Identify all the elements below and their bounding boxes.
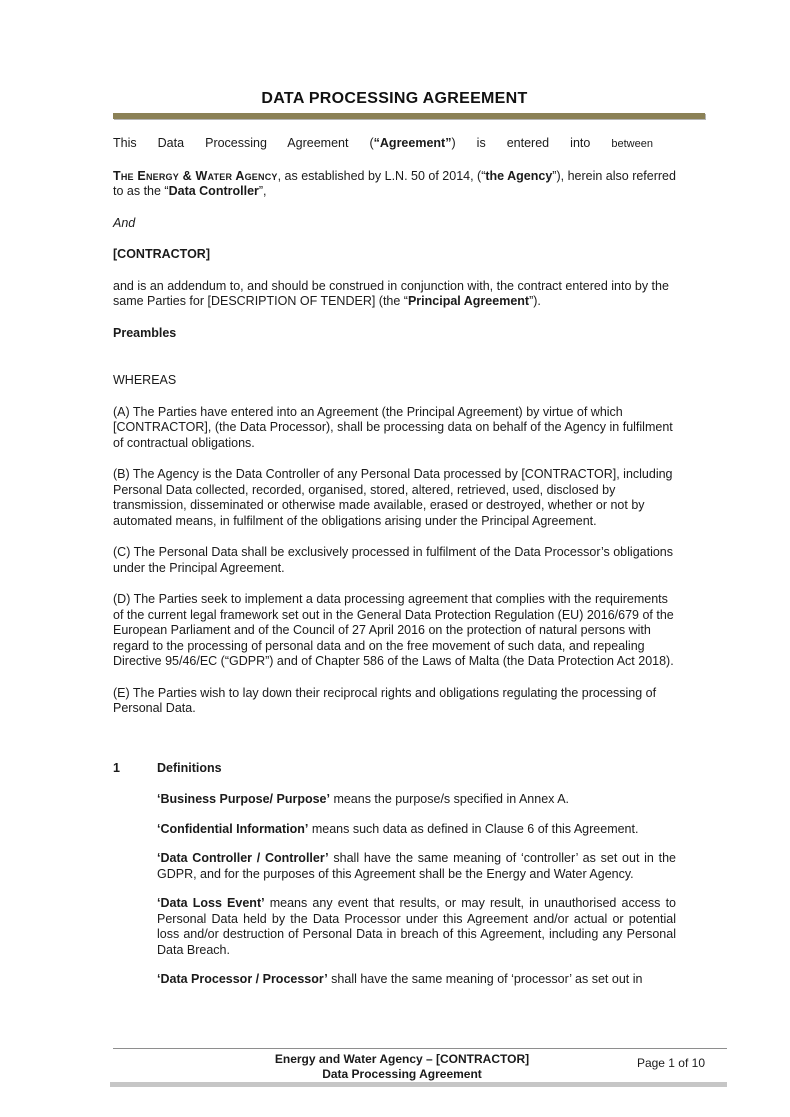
addendum-run-3: ”). [529,294,541,308]
agency-run-the-agency: the Agency [485,168,553,183]
addendum-run-1: and is an addendum to, and should be construed in conjunction with, the contract entered into by the same Parties for [DESCRIPTION OF TENDER] (the “ [113,278,669,308]
footer-page-number: Page 1 of 10 [636,1056,705,1070]
agency-run-data-controller: Data Controller [168,184,259,198]
addendum-run-principal-agreement: Principal Agreement [407,294,530,308]
recital-d: (D) The Parties seek to implement a data processing agreement that complies with the requirements of the current legal framework set out in the General Data Protection Regulation (EU) 2016/679 of the European Parliament and of the Council of 27 April 2016 on the protection of natural persons with regard to the processing of personal data and on the free movement of such data, and repealing Directive 95/46/EC (“GDPR”) and of Chapter 586 of the Laws of Malta (the Data Protection Act 2018). [113,592,674,668]
recital-e: (E) The Parties wish to lay down their reciprocal rights and obligations regulating the processing of Personal Data. [113,685,657,715]
definition-data-processor [157,972,676,988]
intro-run-3: ) is entered into [451,136,591,150]
recital-c: (C) The Personal Data shall be exclusively processed in fulfilment of the Data Processor’s obligations under the Principal Agreement. [113,545,673,575]
agency-run-4: ”), herein also referred to as the “ [113,168,676,198]
definitions-heading [113,761,676,777]
definition-term: ‘Data Processor / Processor’ [157,972,328,986]
recital-a: (A) The Parties have entered into an Agreement (the Principal Agreement) by virtue of which [CONTRACTOR], (the Data Processor), shall be processing data on behalf of the Agency in fulfilment of contractual obligations. [113,404,673,450]
whereas-label: WHEREAS [113,373,177,387]
recital-b: (B) The Agency is the Data Controller of any Personal Data processed by [CONTRACTOR], including Personal Data collected, recorded, organised, stored, altered, retrieved, used, disclosed by transmission, disseminated or otherwise made available, erased or destroyed, whether or not by automated means, in fulfilment of the obligations arising under the Principal Agreement. [113,467,673,528]
footer-line-1: Energy and Water Agency – [CONTRACTOR] [274,1052,530,1066]
title-accent-bar [113,113,705,119]
addendum-paragraph [113,279,676,310]
definition-text: means the purpose/s specified in Annex A. [329,792,570,806]
intro-run-agreement: “Agreement” [373,136,452,150]
definition-term: ‘Data Loss Event’ [157,896,265,910]
agency-name: The Energy & Water Agency [113,168,278,183]
intro-run-between: between [611,138,653,150]
definition-data-loss-event [157,896,676,958]
agency-run-6: ”, [258,184,267,198]
page-footer [113,1048,727,1081]
definitions-section-number: 1 [113,760,120,775]
intro-paragraph [113,136,653,153]
document-page [113,90,676,988]
definition-term: ‘Confidential Information’ [157,821,309,836]
definition-business-purpose [157,792,676,808]
definition-term: ‘Data Controller / Controller’ [157,851,329,865]
agency-paragraph [113,169,676,200]
definition-confidential-information [157,822,676,838]
definition-text: shall have the same meaning of ‘processor’ as set out in [327,972,643,986]
agency-run-2: , as established by L.N. 50 of 2014, (“ [277,168,486,183]
definition-data-controller [157,851,676,882]
and-label: And [113,215,136,230]
definition-text: shall have the same meaning of ‘controller’ as set out in the GDPR, and for the purposes of this Agreement shall be the Energy and Water Agency. [157,851,676,881]
preambles-heading: Preambles [113,325,177,340]
definition-term: ‘Business Purpose/ Purpose’ [157,792,330,806]
document-title: DATA PROCESSING AGREEMENT [261,90,528,107]
definition-text: means such data as defined in Clause 6 of this Agreement. [308,821,639,836]
footer-line-2: Data Processing Agreement [322,1066,482,1081]
footer-bottom-bar [110,1082,727,1087]
definition-text: means any event that results, or may result, in unauthorised access to Personal Data held by the Data Processor under this Agreement and/or actual or potential loss and/or destruction of Personal Data in breach of this Agreement, including any Personal Data Breach. [157,896,676,957]
contractor-placeholder: [CONTRACTOR] [113,247,210,261]
intro-run-1: This Data Processing Agreement ( [113,136,374,150]
definitions-heading-label: Definitions [157,760,222,775]
footer-title-block [113,1052,727,1081]
